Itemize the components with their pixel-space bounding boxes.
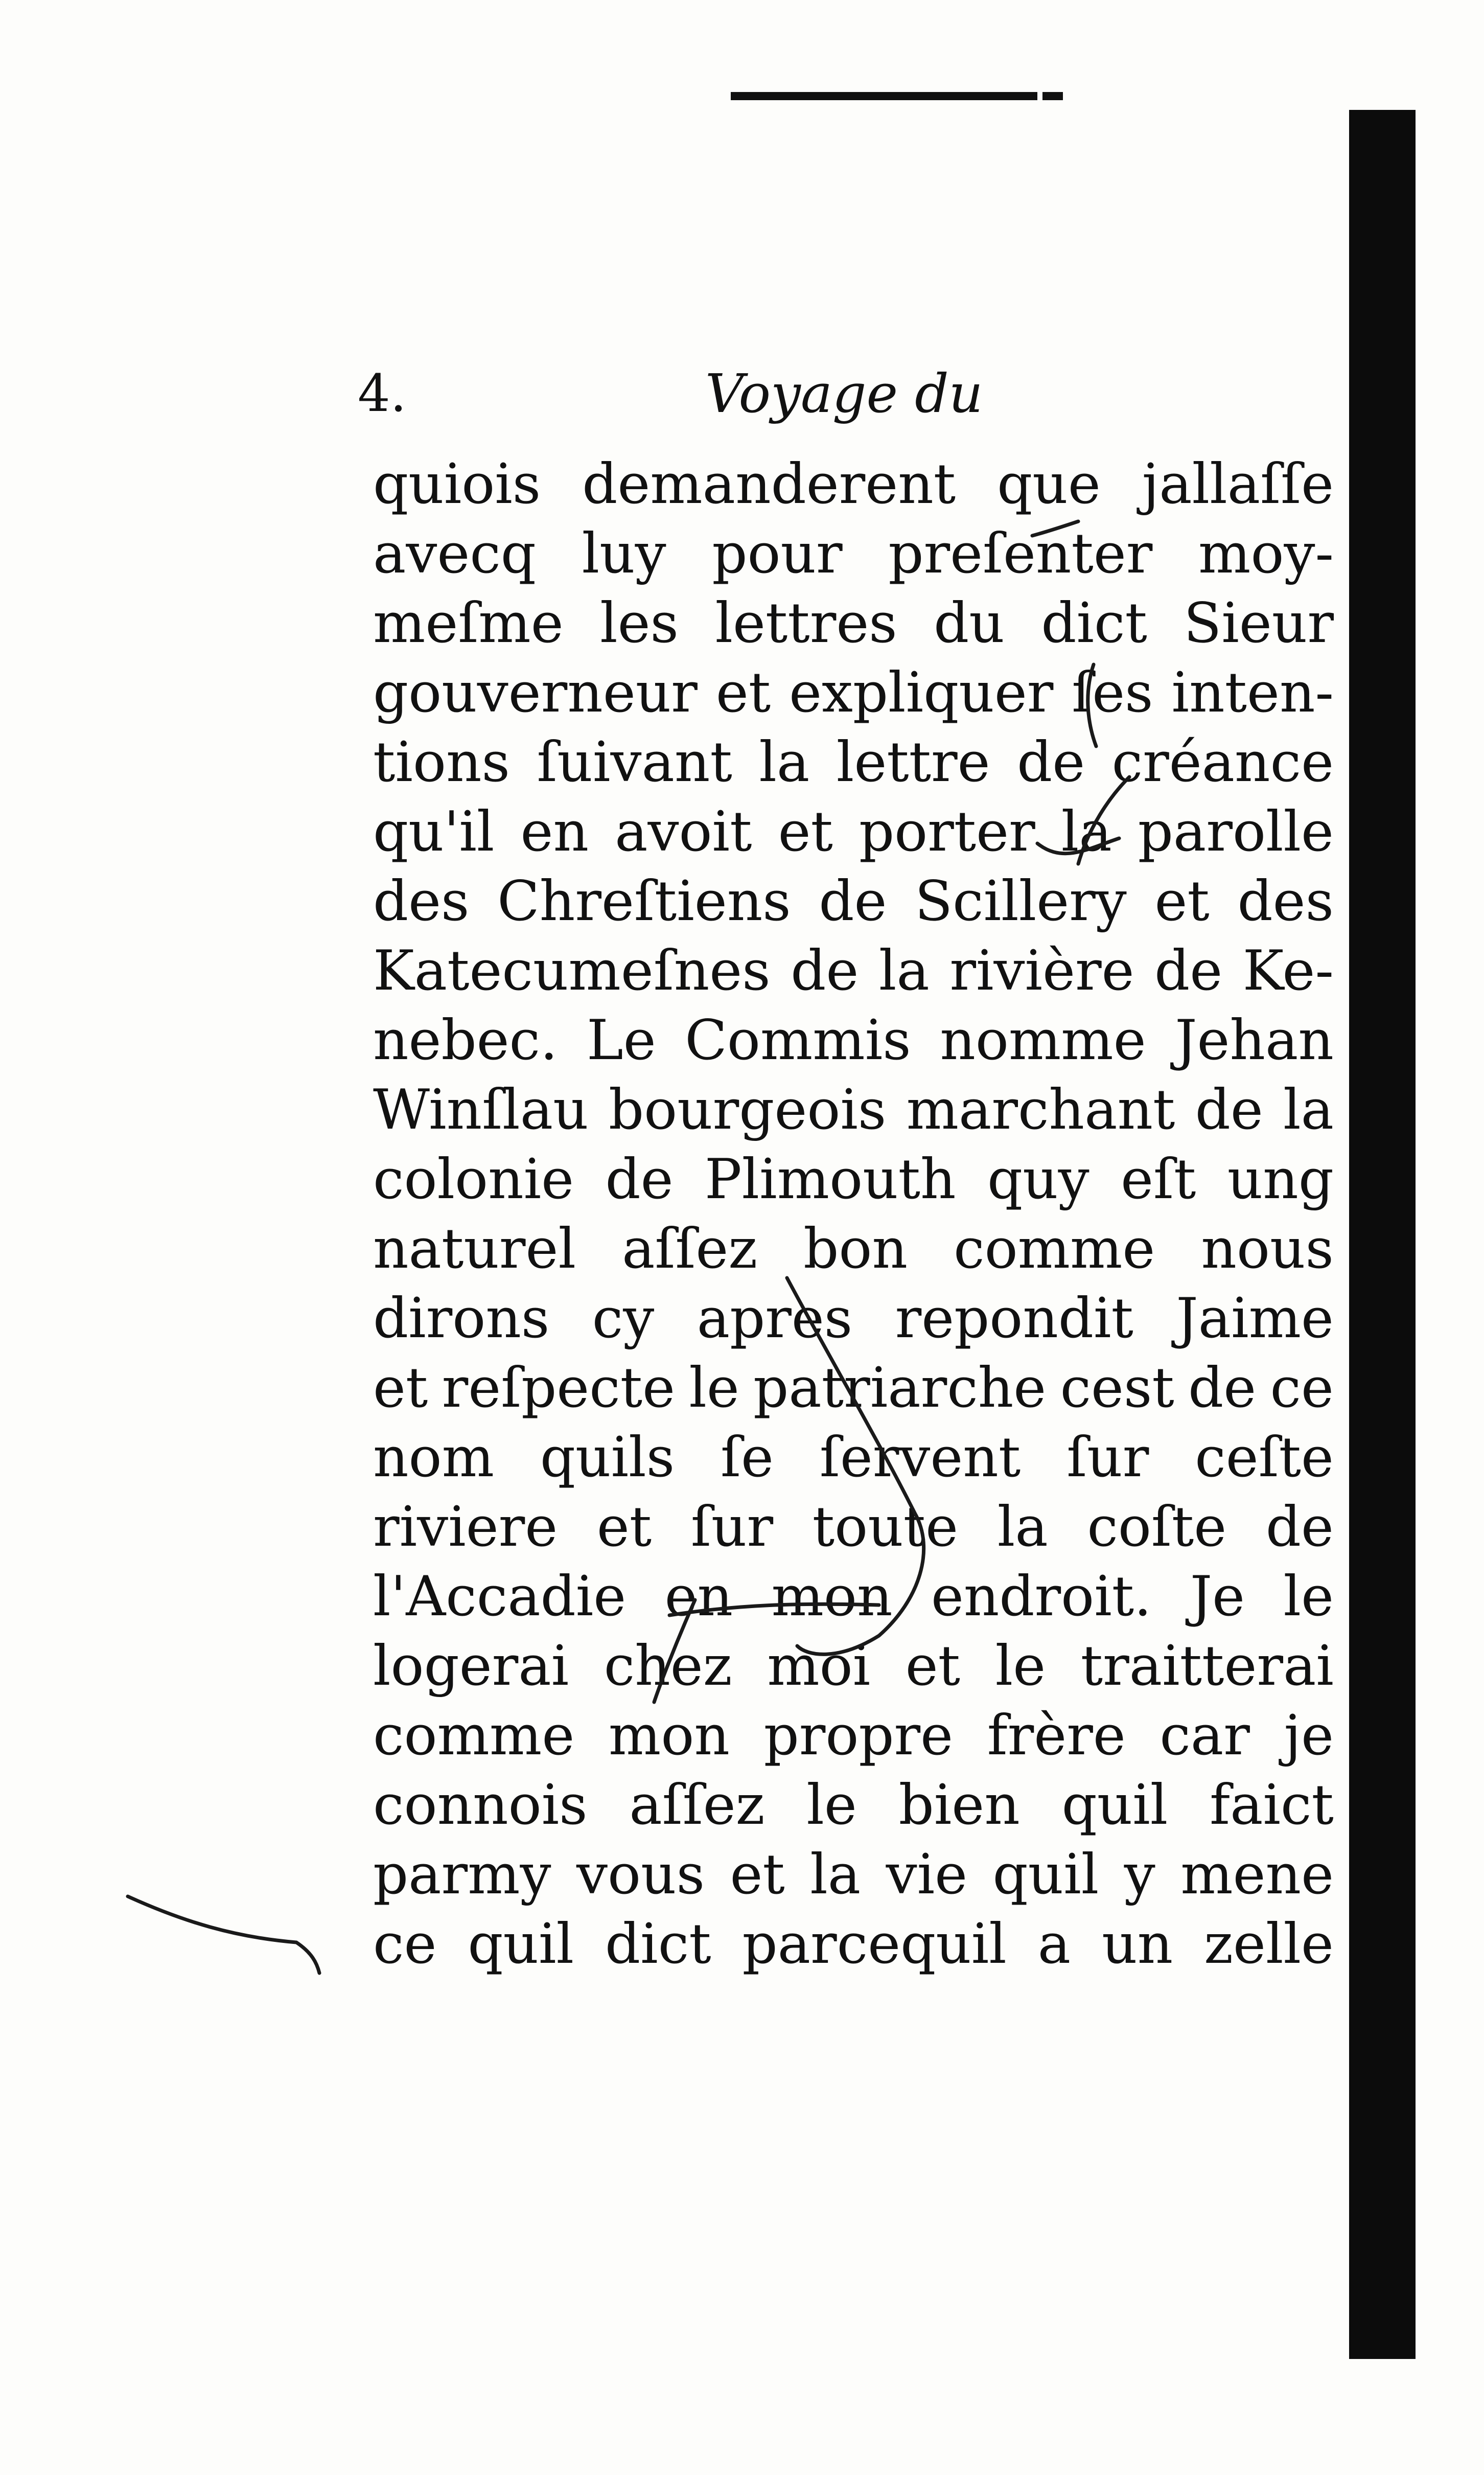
text-line (373, 1840, 1334, 1910)
word: cest (1060, 1356, 1174, 1420)
text-line (373, 867, 1334, 936)
word: le (689, 1356, 739, 1420)
word: apres (697, 1287, 853, 1350)
word: et (778, 800, 833, 864)
word: Ke- (1242, 939, 1334, 1003)
word: gouverneur (373, 661, 698, 725)
word: quy (987, 1148, 1089, 1211)
word: ung (1227, 1148, 1334, 1211)
word: et (715, 661, 771, 725)
word: bien (898, 1773, 1020, 1837)
word: moi (767, 1634, 871, 1698)
word: coſte (1087, 1495, 1227, 1559)
word: jallaſſe (1142, 452, 1334, 516)
word: bourgeois (608, 1078, 887, 1142)
word: marchant (906, 1078, 1175, 1142)
word: la (1061, 800, 1112, 864)
word: de (791, 939, 859, 1003)
word: ſervent (819, 1426, 1021, 1489)
running-title: Voyage du (705, 362, 983, 425)
word: cy (592, 1287, 655, 1350)
word: Sieur (1184, 591, 1334, 655)
word: Winſlau (373, 1078, 589, 1142)
word: eſt (1121, 1148, 1196, 1211)
word: parcequil (742, 1912, 1007, 1976)
page-number: 4. (358, 363, 407, 423)
text-line (373, 1632, 1334, 1701)
word: et (596, 1495, 652, 1559)
word: parmy (373, 1843, 551, 1907)
word: de (1188, 1356, 1257, 1420)
word: Le (586, 1009, 656, 1072)
word: vous (576, 1843, 705, 1907)
word: et (905, 1634, 961, 1698)
word: expliquer (789, 661, 1054, 725)
word: Jaime (1176, 1287, 1334, 1350)
word: chez (604, 1634, 732, 1698)
word: je (1284, 1704, 1334, 1768)
word: Commis (685, 1009, 911, 1072)
word: comme (954, 1217, 1155, 1281)
word: frère (987, 1704, 1126, 1768)
word: endroit. (931, 1565, 1152, 1629)
word: meſme (373, 591, 564, 655)
word: créance (1111, 730, 1334, 794)
word: quils (540, 1426, 675, 1489)
word: que (997, 452, 1101, 516)
word: mon (771, 1565, 893, 1629)
word: nom (373, 1426, 494, 1489)
running-head (358, 358, 1329, 429)
word: Katecumeſnes (373, 939, 771, 1003)
word: inten- (1171, 661, 1334, 725)
word: quil (468, 1912, 574, 1976)
word: en (664, 1565, 733, 1629)
word: en (520, 800, 589, 864)
body-text (373, 450, 1334, 1979)
text-line (373, 658, 1334, 728)
word: le (806, 1773, 857, 1837)
word: quil (1061, 1773, 1168, 1837)
word: luy (582, 522, 666, 586)
word: dict (605, 1912, 711, 1976)
word: de (605, 1148, 674, 1211)
word: comme (373, 1704, 575, 1768)
text-line (373, 1006, 1334, 1075)
word: la (878, 939, 930, 1003)
word: nebec. (373, 1009, 558, 1072)
word: porter (859, 800, 1035, 864)
text-line (373, 1771, 1334, 1840)
word: a (1037, 1912, 1071, 1976)
word: avecq (373, 522, 536, 586)
word: naturel (373, 1217, 576, 1281)
text-line (373, 589, 1334, 658)
text-line (373, 797, 1334, 867)
word: Scillery (915, 869, 1127, 933)
word: rivière (949, 939, 1134, 1003)
word: de (1154, 939, 1223, 1003)
text-line (373, 1214, 1334, 1284)
word: quil (992, 1843, 1099, 1907)
word: les (600, 591, 679, 655)
word: de (1195, 1078, 1263, 1142)
word: quiois (373, 452, 541, 516)
word: riviere (373, 1495, 558, 1559)
word: du (934, 591, 1005, 655)
word: Chreſtiens (497, 869, 791, 933)
word: aſſez (622, 1217, 758, 1281)
word: moy- (1198, 522, 1334, 586)
word: connois (373, 1773, 588, 1837)
word: Je (1190, 1565, 1245, 1629)
top-rule (731, 92, 1037, 100)
word: la (997, 1495, 1048, 1559)
word: lettres (715, 591, 897, 655)
word: ce (373, 1912, 437, 1976)
word: ſur (1066, 1426, 1149, 1489)
text-line (373, 1284, 1334, 1354)
word: traitterai (1080, 1634, 1334, 1698)
text-line (373, 1562, 1334, 1632)
word: reſpecte (442, 1356, 676, 1420)
text-line (373, 1493, 1334, 1562)
word: et (730, 1843, 785, 1907)
word: mene (1180, 1843, 1334, 1907)
word: de (1265, 1495, 1334, 1559)
word: bon (803, 1217, 908, 1281)
word: car (1160, 1704, 1250, 1768)
word: lettre (836, 730, 990, 794)
word: la (759, 730, 810, 794)
word: colonie (373, 1148, 574, 1211)
text-line (373, 1701, 1334, 1771)
word: avoit (615, 800, 752, 864)
word: ſur (690, 1495, 774, 1559)
text-line (373, 519, 1334, 589)
word: de (1017, 730, 1085, 794)
text-line (373, 1910, 1334, 1979)
word: qu'il (373, 800, 495, 864)
word: ce (1270, 1356, 1334, 1420)
word: et (1154, 869, 1210, 933)
word: repondit (895, 1287, 1133, 1350)
word: un (1102, 1912, 1173, 1976)
word: demanderent (582, 452, 956, 516)
text-line (373, 728, 1334, 797)
word: tions (373, 730, 510, 794)
word: ſes (1072, 661, 1153, 725)
word: l'Accadie (373, 1565, 627, 1629)
word: la (810, 1843, 861, 1907)
word: de (819, 869, 887, 933)
word: pour (712, 522, 843, 586)
word: des (373, 869, 470, 933)
word: toute (812, 1495, 959, 1559)
word: dirons (373, 1287, 550, 1350)
text-line (373, 450, 1334, 519)
word: propre (763, 1704, 954, 1768)
scan-edge-shadow (1349, 110, 1416, 2359)
word: patriarche (753, 1356, 1047, 1420)
word: Plimouth (704, 1148, 956, 1211)
text-line (373, 936, 1334, 1006)
word: des (1237, 869, 1334, 933)
word: parolle (1138, 800, 1334, 864)
top-rule-dash (1042, 92, 1063, 100)
word: logerai (373, 1634, 569, 1698)
word: ceſte (1195, 1426, 1334, 1489)
word: dict (1041, 591, 1147, 655)
word: et (373, 1356, 428, 1420)
word: faict (1210, 1773, 1334, 1837)
word: le (995, 1634, 1046, 1698)
word: zelle (1204, 1912, 1334, 1976)
text-line (373, 1423, 1334, 1493)
word: vie (886, 1843, 968, 1907)
word: preſenter (888, 522, 1153, 586)
word: le (1283, 1565, 1334, 1629)
word: ſe (721, 1426, 774, 1489)
word: y (1124, 1843, 1155, 1907)
word: mon (608, 1704, 730, 1768)
text-line (373, 1145, 1334, 1214)
word: nomme (940, 1009, 1146, 1072)
text-line (373, 1075, 1334, 1145)
word: la (1283, 1078, 1334, 1142)
word: nous (1201, 1217, 1334, 1281)
word: aſſez (629, 1773, 765, 1837)
word: ſuivant (537, 730, 732, 794)
word: Jehan (1175, 1009, 1334, 1072)
text-line (373, 1354, 1334, 1423)
